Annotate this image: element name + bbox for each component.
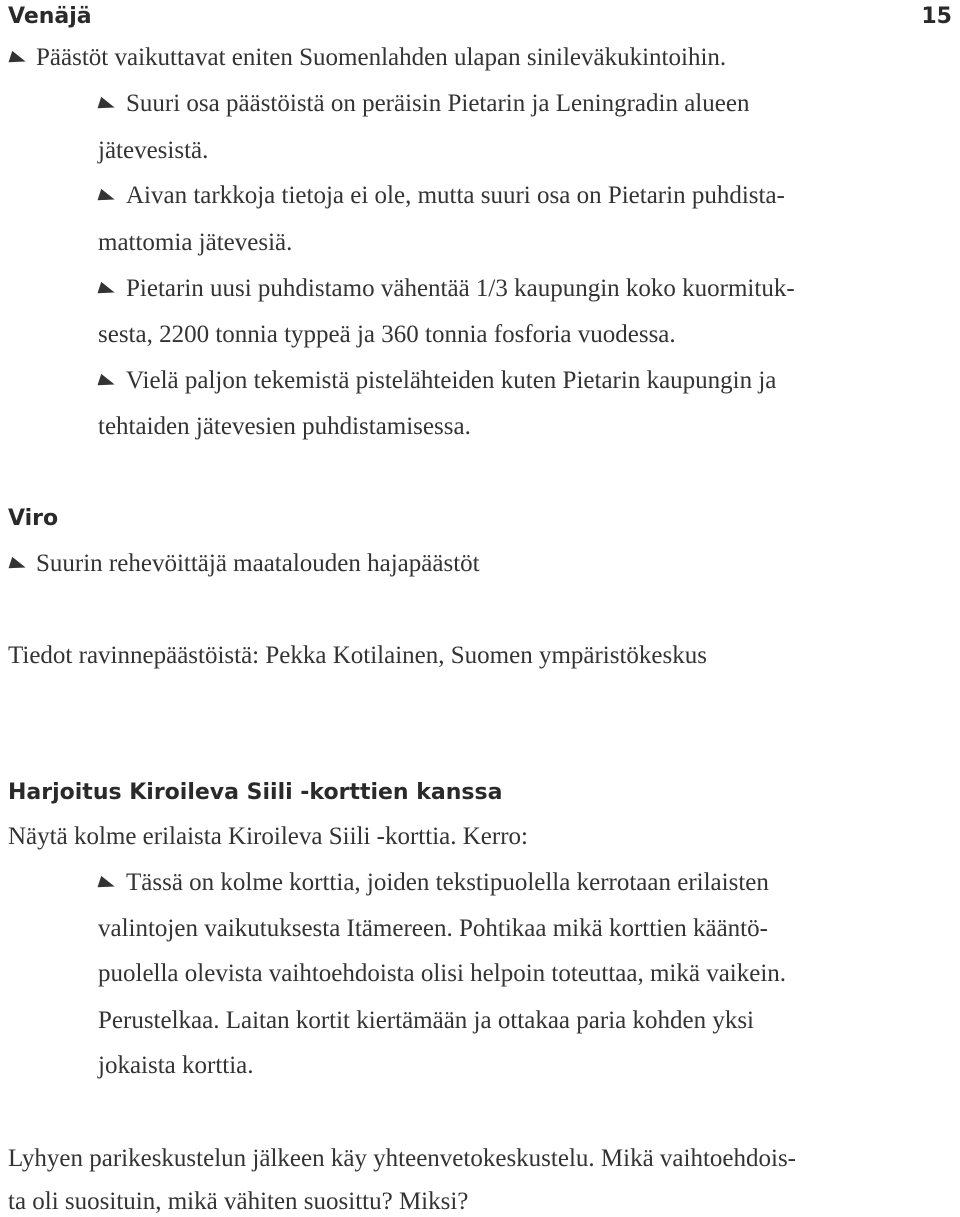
exercise-bullet-line: Perustelkaa. Laitan kortit kiertämään ja ottakaa paria kohden yksi bbox=[98, 1007, 755, 1034]
exercise-bullet-line: puolella olevista vaihtoehdoista olisi helpoin toteuttaa, mikä vaikein. bbox=[98, 960, 787, 987]
bullet-text: Vielä paljon tekemistä pistelähteiden kuten Pietarin kaupungin ja bbox=[126, 367, 777, 394]
arrow-bullet-icon bbox=[98, 189, 117, 205]
bullet-text: Suuri osa päästöistä on peräisin Pietarin ja Leningradin alueen bbox=[126, 90, 750, 117]
exercise-bullet-line: jokaista korttia. bbox=[98, 1052, 254, 1079]
closing-paragraph-line: Lyhyen parikeskustelun jälkeen käy yhteenvetokeskustelu. Mikä vaihtoehdois- bbox=[8, 1145, 797, 1172]
bullet-text: Suurin rehevöittäjä maatalouden hajapäästöt bbox=[36, 550, 480, 577]
exercise-heading: Harjoitus Kiroileva Siili -korttien kanssa bbox=[8, 780, 503, 805]
bullet-text: Pietarin uusi puhdistamo vähentää 1/3 kaupungin koko kuormituk- bbox=[126, 275, 795, 302]
arrow-bullet-icon bbox=[98, 282, 117, 298]
source-note: Tiedot ravinnepäästöistä: Pekka Kotilainen, Suomen ympäristökeskus bbox=[8, 642, 707, 669]
arrow-bullet-icon bbox=[98, 374, 117, 390]
arrow-bullet-icon bbox=[9, 557, 28, 573]
section-heading-estonia: Viro bbox=[8, 506, 59, 531]
bullet-text-continuation: tehtaiden jätevesien puhdistamisessa. bbox=[98, 413, 471, 440]
page-number: 15 bbox=[921, 4, 952, 29]
exercise-intro: Näytä kolme erilaista Kiroileva Siili -korttia. Kerro: bbox=[8, 823, 528, 850]
arrow-bullet-icon bbox=[98, 876, 117, 892]
closing-paragraph-line: ta oli suosituin, mikä vähiten suosittu? Miksi? bbox=[8, 1188, 469, 1215]
bullet-text-continuation: sesta, 2200 tonnia typpeä ja 360 tonnia fosforia vuodessa. bbox=[98, 321, 676, 348]
exercise-bullet-line: Tässä on kolme korttia, joiden tekstipuolella kerrotaan erilaisten bbox=[126, 869, 769, 896]
section-heading-russia: Venäjä bbox=[8, 4, 92, 29]
bullet-text: Päästöt vaikuttavat eniten Suomenlahden ulapan sinileväkukintoihin. bbox=[36, 44, 727, 71]
arrow-bullet-icon bbox=[98, 97, 117, 113]
bullet-text-continuation: mattomia jätevesiä. bbox=[98, 229, 293, 256]
bullet-text: Aivan tarkkoja tietoja ei ole, mutta suuri osa on Pietarin puhdista- bbox=[126, 182, 785, 209]
arrow-bullet-icon bbox=[9, 51, 28, 67]
exercise-bullet-line: valintojen vaikutuksesta Itämereen. Pohtikaa mikä korttien kääntö- bbox=[98, 915, 768, 942]
bullet-text-continuation: jätevesistä. bbox=[98, 137, 209, 164]
